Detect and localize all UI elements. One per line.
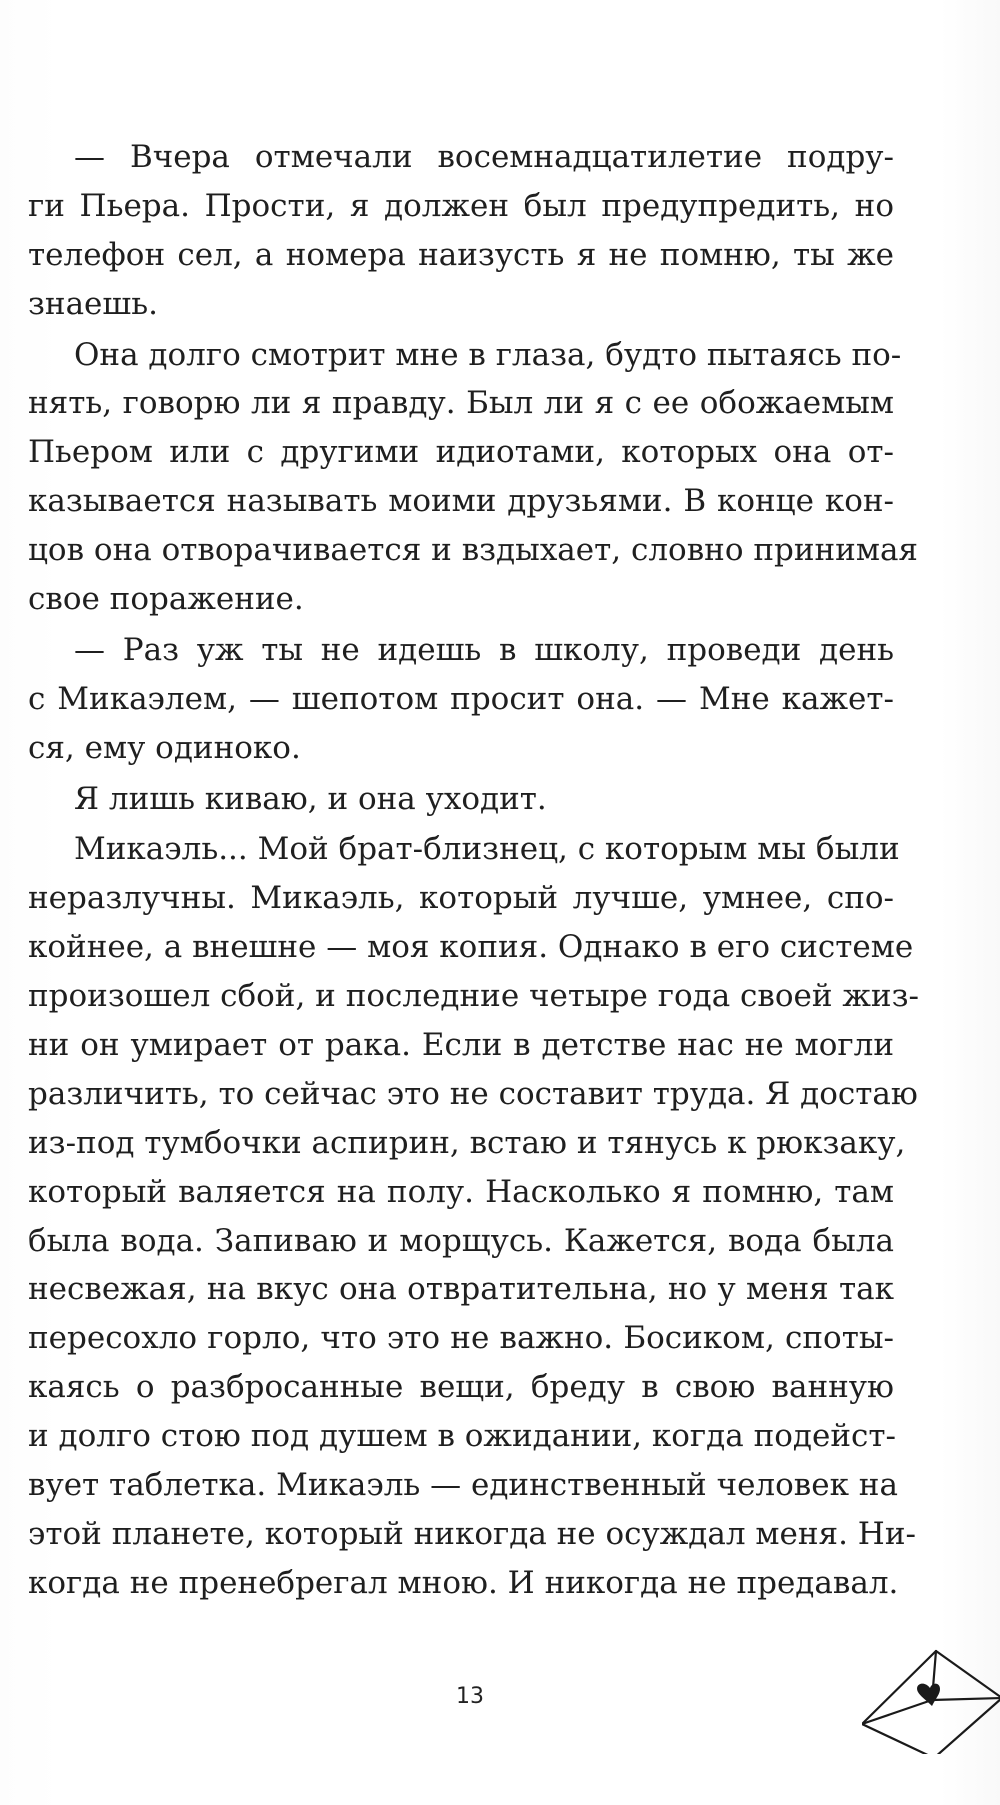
text-line: и долго стою под душем в ожидании, когда подейст- xyxy=(28,1418,896,1455)
text-line: цов она отворачивается и вздыхает, словно принимая xyxy=(28,532,918,569)
text-line: когда не пренебрегал мною. И никогда не предавал. xyxy=(28,1564,899,1601)
text-line: койнее, а внешне — моя копия. Однако в его системе xyxy=(28,929,914,966)
paragraph-3 xyxy=(28,626,894,773)
text-line: нять, говорю ли я правду. Был ли я с ее обожаемым xyxy=(28,385,894,422)
text-line: который валяется на полу. Насколько я помню, там xyxy=(28,1173,894,1210)
text-line: Пьером или с другими идиотами, которых она от- xyxy=(28,434,894,471)
text-line: из-под тумбочки аспирин, встаю и тянусь к рюкзаку, xyxy=(28,1124,906,1161)
text-line: ни он умирает от рака. Если в детстве нас не могли xyxy=(28,1027,894,1064)
body-text xyxy=(28,133,919,1610)
text-line: этой планете, который никогда не осуждал меня. Ни- xyxy=(28,1515,916,1552)
text-line: Я лишь киваю, и она уходит. xyxy=(74,780,547,817)
page-number xyxy=(0,1684,1000,1709)
text-line: — Раз уж ты не идешь в школу, проведи день xyxy=(74,631,894,668)
text-line: Микаэль... Мой брат-близнец, с которым мы были xyxy=(74,831,900,868)
paragraph-1 xyxy=(28,133,894,329)
text-line: свое поражение. xyxy=(28,581,304,618)
page-number-text: 13 xyxy=(456,1684,484,1709)
text-line: с Микаэлем, — шепотом просит она. — Мне кажет- xyxy=(28,680,894,717)
text-line: знаешь. xyxy=(28,285,158,322)
text-line: ся, ему одиноко. xyxy=(28,729,301,766)
text-line: была вода. Запиваю и морщусь. Кажется, вода была xyxy=(28,1222,894,1259)
text-line: ги Пьера. Прости, я должен был предупредить, но xyxy=(28,187,894,224)
text-line: — Вчера отмечали восемнадцатилетие подру- xyxy=(74,139,894,175)
text-line: произошел сбой, и последние четыре года своей жиз- xyxy=(28,978,919,1015)
envelope-heart-icon xyxy=(862,1636,1000,1754)
text-line: вует таблетка. Микаэль — единственный человек на xyxy=(28,1467,898,1504)
text-line: различить, то сейчас это не составит труда. Я достаю xyxy=(28,1075,918,1112)
text-line: Она долго смотрит мне в глаза, будто пытаясь по- xyxy=(74,336,902,373)
text-line: казывается называть моими друзьями. В конце кон- xyxy=(28,483,894,520)
text-line: неразлучны. Микаэль, который лучше, умнее, спо- xyxy=(28,880,894,917)
paragraph-2 xyxy=(28,331,918,624)
paragraph-4 xyxy=(28,775,894,824)
paragraph-5 xyxy=(28,825,919,1607)
text-line: телефон сел, а номера наизусть я не помню, ты же xyxy=(28,236,894,273)
text-line: каясь о разбросанные вещи, бреду в свою ванную xyxy=(28,1369,894,1406)
text-line: несвежая, на вкус она отвратительна, но у меня так xyxy=(28,1271,894,1308)
text-line: пересохло горло, что это не важно. Босиком, споты- xyxy=(28,1320,894,1357)
